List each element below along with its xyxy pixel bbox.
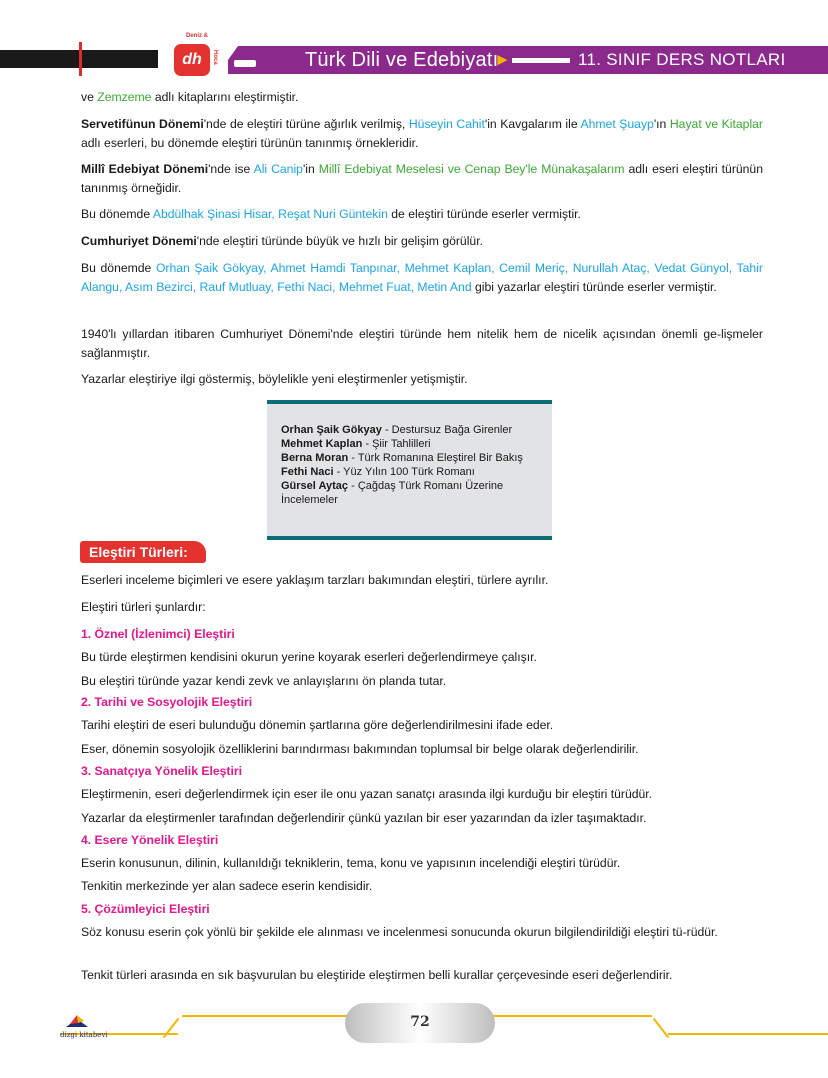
type-4-heading: 4. Esere Yönelik Eleştiri (81, 833, 219, 847)
section-title-badge: Eleştiri Türleri: (80, 541, 206, 563)
works-info-box (267, 400, 552, 540)
type-3-heading: 3. Sanatçıya Yönelik Eleştiri (81, 764, 243, 778)
type-5-line-2: Tenkit türleri arasında en sık başvurulan bu eleştiride eleştirmen belli kurallar çerçevesinde eseri değerlendirir. (81, 968, 673, 982)
paragraph-bu-donemde-1: Bu dönemde Abdülhak Şinasi Hisar, Reşat Nuri Güntekin de eleştiri türünde eserler vermiştir. (81, 207, 581, 221)
work-hayat-ve-kitaplar: Hayat ve Kitaplar (669, 117, 763, 131)
type-2-line-1: Tarihi eleştiri de eseri bulunduğu dönemin şartlarına göre değerlendirilmesini ifade eder. (81, 718, 554, 732)
header-divider-line (512, 58, 570, 63)
section-intro-1: Eserleri inceleme biçimleri ve esere yaklaşım tarzları bakımından eleştiri, türlere ayrılır. (81, 573, 549, 587)
type-1-heading: 1. Öznel (İzlenimci) Eleştiri (81, 627, 235, 641)
author-ahmet-suayp: Ahmet Şuayp (580, 117, 654, 131)
info-line-2: Mehmet Kaplan - Şiir Tahlilleri (281, 438, 431, 450)
header-red-marker (79, 42, 82, 76)
paragraph-1940: 1940'lı yıllardan itibaren Cumhuriyet Dönemi'nde eleştiri türünde hem nitelik hem de nicelik açısından önemli ge-lişmeler sağlanmıştır. (81, 327, 763, 360)
type-1-line-1: Bu türde eleştirmen kendisini okurun yerine koyarak eserleri değerlendirmeye çalışır. (81, 650, 537, 664)
header-subtitle: 11. SINIF DERS NOTLARI (578, 50, 786, 69)
type-2-line-2: Eser, dönemin sosyolojik özelliklerini barındırması bakımından toplumsal bir belge olarak değerlendirilir. (81, 742, 639, 756)
footer-diagonal-right (653, 1018, 669, 1038)
header-white-dash (234, 60, 256, 67)
paragraph-bu-donemde-2: Bu dönemde Orhan Şaik Gökyay, Ahmet Hamdi Tanpınar, Mehmet Kaplan, Cemil Meriç, Nurullah Ataç, Vedat Günyol, Tahir Alangu, Asım Bezirci, Rauf Mutluay, Fethi Naci, Mehmet Fuat, Metin And gibi yazarlar eleştiri türünde eserler vermiştir. (81, 261, 763, 294)
header-title: Türk Dili ve Edebiyatı (305, 49, 499, 71)
author-ali-canip: Ali Canip (253, 162, 303, 176)
author-huseyin-cahit: Hüseyin Cahit (408, 117, 485, 131)
section-intro-2: Eleştiri türleri şunlardır: (81, 600, 206, 614)
info-line-5: Gürsel Aytaç - Çağdaş Türk Romanı Üzerine (281, 480, 504, 492)
work-milli-edebiyat-meselesi: Millî Edebiyat Meselesi ve Cenap Bey'le Münakaşalarım (318, 162, 625, 176)
page-number: 72 (410, 1014, 430, 1030)
authors-list-1: Abdülhak Şinasi Hisar, Reşat Nuri Güntekin (152, 207, 388, 221)
type-5-heading: 5. Çözümleyici Eleştiri (81, 902, 210, 916)
footer-line-right-upper (482, 1015, 652, 1017)
type-3-line-2: Yazarlar da eleştirmenler tarafından değerlendirir çünkü yazılan bir eser yazarından da izler taşımaktadır. (81, 811, 647, 825)
type-5-line-1: Söz konusu eserin çok yönlü bir şekilde ele alınması ve incelenmesi sonucunda okurun bilgilendirildiği eleştiri tü-rüdür. (81, 925, 718, 939)
type-1-line-2: Bu eleştiri türünde yazar kendi zevk ve anlayışlarını ön planda tutar. (81, 674, 447, 688)
paragraph-cumhuriyet: Cumhuriyet Dönemi'nde eleştiri türünde büyük ve hızlı bir gelişim görülür. (81, 234, 483, 248)
publisher-logo: dh (174, 44, 210, 76)
footer-brand: dizgi kitabevi (60, 1031, 108, 1039)
arrow-icon: ► (494, 50, 511, 69)
book-logo-icon (64, 1011, 90, 1029)
info-line-3: Berna Moran - Türk Romanına Eleştirel Bir Bakış (281, 452, 523, 464)
info-line-6: İncelemeler (281, 494, 338, 506)
info-line-4: Fethi Naci - Yüz Yılın 100 Türk Romanı (281, 466, 475, 478)
type-4-line-1: Eserin konusunun, dilinin, kullanıldığı tekniklerin, tema, konu ve yapısının incelendiği eleştiri türüdür. (81, 856, 621, 870)
paragraph-yazarlar: Yazarlar eleştiriye ilgi göstermiş, böylelikle yeni eleştirmenler yetişmiştir. (81, 372, 468, 386)
type-4-line-2: Tenkitin merkezinde yer alan sadece eserin kendisidir. (81, 879, 373, 893)
logo-small-text: Deniz & (186, 33, 209, 39)
authors-list-2: Orhan Şaik Gökyay, Ahmet Hamdi Tanpınar, Mehmet Kaplan, Cemil Meriç, Nurullah Ataç, Vedat Günyol, Tahir Alangu, Asım Bezirci, Rauf Mutluay, Fethi Naci, Mehmet Fuat, Metin And (81, 261, 763, 294)
type-2-heading: 2. Tarihi ve Sosyolojik Eleştiri (81, 695, 253, 709)
header-notch (228, 46, 238, 60)
info-line-1: Orhan Şaik Gökyay - Destursuz Bağa Girenler (281, 424, 513, 436)
paragraph-servetifunun: Servetifünun Dönemi'nde de eleştiri türüne ağırlık verilmiş, Hüseyin Cahit'in Kavgalarım ile Ahmet Şuayp'ın Hayat ve Kitaplar adlı eserleri, bu dönemde eleştiri türünün tanınmış örnekleridir. (81, 117, 763, 150)
logo-vertical-text: Hoca (212, 50, 218, 65)
footer-line-left-upper (182, 1015, 352, 1017)
work-zemzeme: Zemzeme (97, 90, 152, 104)
footer-diagonal-left (163, 1018, 179, 1038)
paragraph-1: ve Zemzeme adlı kitaplarını eleştirmiştir. (81, 90, 299, 104)
footer-line-right (668, 1033, 828, 1035)
paragraph-milli-edebiyat: Millî Edebiyat Dönemi'nde ise Ali Canip'in Millî Edebiyat Meselesi ve Cenap Bey'le Münakaşalarım adlı eseri eleştiri türünün tanınmış örneğidir. (81, 162, 763, 195)
type-3-line-1: Eleştirmenin, eseri değerlendirmek için eser ile onu yazan sanatçı arasında ilgi kurduğu bir eleştiri türüdür. (81, 787, 653, 801)
